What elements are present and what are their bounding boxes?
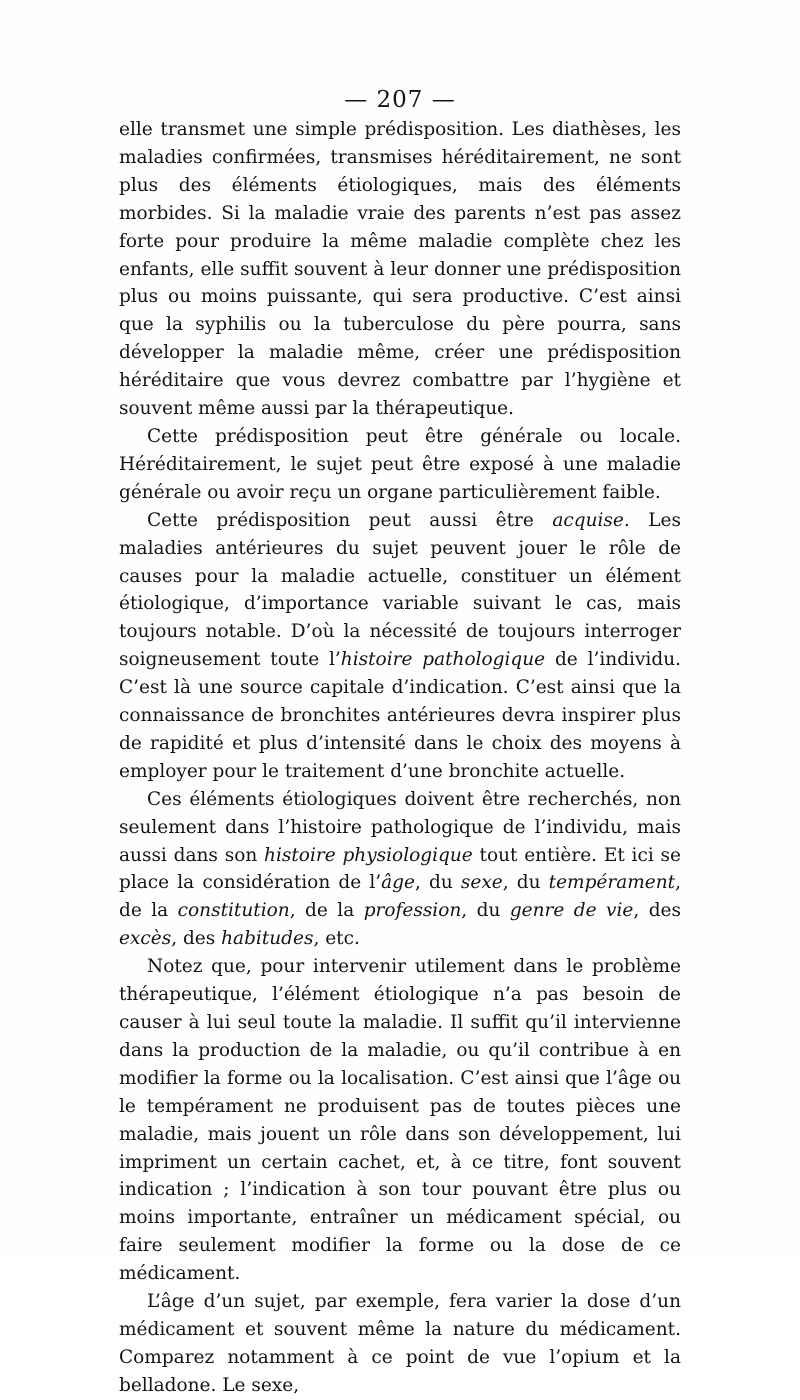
text-run: de l’individu. C’est là une source capitale d’indication. C’est ainsi que la connaissance de bronchites antérieures devra inspirer plus de rapidité et plus d’intensité dans le choix des moyens à employer pour le traitement d’une bronchite actuelle.: [119, 649, 681, 782]
text-run: . Les maladies antérieures du sujet peuvent jouer le rôle de causes pour la maladie actuelle, constituer un élément étiologique, d’importance variable suivant le cas, mais toujours notable. D’où la nécessité de toujours interroger soigneusement toute l’: [119, 509, 681, 671]
text-run: , du: [502, 872, 549, 894]
italic-term: tempérament: [548, 872, 676, 894]
text-run: elle transmet une simple prédisposition. Les diathèses, les maladies confirmées, transmises héréditairement, ne sont plus des éléments étiologiques, mais des éléments morbides. Si la maladie vraie des parents n’est pas assez forte pour produire la même maladie complète chez les enfants, elle suffit souvent à leur donner une prédisposition plus ou moins puissante, qui sera productive. C’est ainsi que la syphilis ou la tuberculose du père pourra, sans développer la maladie même, créer une prédisposition héréditaire que vous devrez combattre par l’hygiène et souvent même aussi par la thérapeutique.: [119, 119, 681, 420]
text-run: Cette prédisposition peut aussi être: [147, 509, 553, 531]
paragraph-2: [119, 423, 681, 507]
text-run: , de la: [119, 872, 681, 922]
paragraph-4: [119, 786, 681, 953]
italic-term: histoire pathologique: [340, 649, 546, 671]
body-text: [119, 116, 681, 1400]
text-run: tout entière. Et ici se place la considération de l’: [119, 844, 681, 894]
paragraph-3: [119, 507, 681, 786]
italic-term: profession: [363, 900, 462, 922]
italic-term: âge: [381, 872, 415, 894]
text-run: , du: [461, 900, 510, 922]
text-run: Cette prédisposition peut être générale ou locale. Héréditairement, le sujet peut être exposé à une maladie générale ou avoir reçu un organe particulièrement faible.: [119, 425, 681, 503]
paragraph-5: [119, 953, 681, 1288]
text-run: L’âge d’un sujet, par exemple, fera varier la dose d’un médicament et souvent même la nature du médicament. Comparez notamment à ce point de vue l’opium et la belladone. Le sexe,: [119, 1291, 681, 1396]
text-run: , etc.: [313, 928, 360, 950]
paragraph-6: [119, 1288, 681, 1400]
text-run: , des: [171, 928, 222, 950]
text-run: , de la: [289, 900, 364, 922]
paragraph-1: [119, 116, 681, 423]
italic-term: habitudes: [221, 928, 314, 950]
italic-term: acquise: [552, 509, 624, 531]
text-run: , du: [414, 872, 461, 894]
italic-term: constitution: [177, 900, 290, 922]
page-number: — 207 —: [344, 87, 456, 113]
text-run: , des: [633, 900, 682, 922]
text-run: Ces éléments étiologiques doivent être recherchés, non seulement dans l’histoire pathologique de l’individu, mais aussi dans son: [119, 788, 681, 866]
italic-term: histoire physiologique: [264, 844, 473, 866]
text-run: Notez que, pour intervenir utilement dans le problème thérapeutique, l’élément étiologique n’a pas besoin de causer à lui seul toute la maladie. Il suffit qu’il intervienne dans la production de la maladie, ou qu’il contribue à en modifier la forme ou la localisation. C’est ainsi que l’âge ou le tempérament ne produisent pas de toutes pièces une maladie, mais jouent un rôle dans son développement, lui impriment un certain cachet, et, à ce titre, font souvent indication ; l’indication à son tour pouvant être plus ou moins importante, entraîner un médicament spécial, ou faire seulement modifier la forme ou la dose de ce médicament.: [119, 956, 681, 1285]
italic-term: sexe: [460, 872, 503, 894]
italic-term: genre de vie: [509, 900, 634, 922]
italic-term: excès: [119, 928, 172, 950]
